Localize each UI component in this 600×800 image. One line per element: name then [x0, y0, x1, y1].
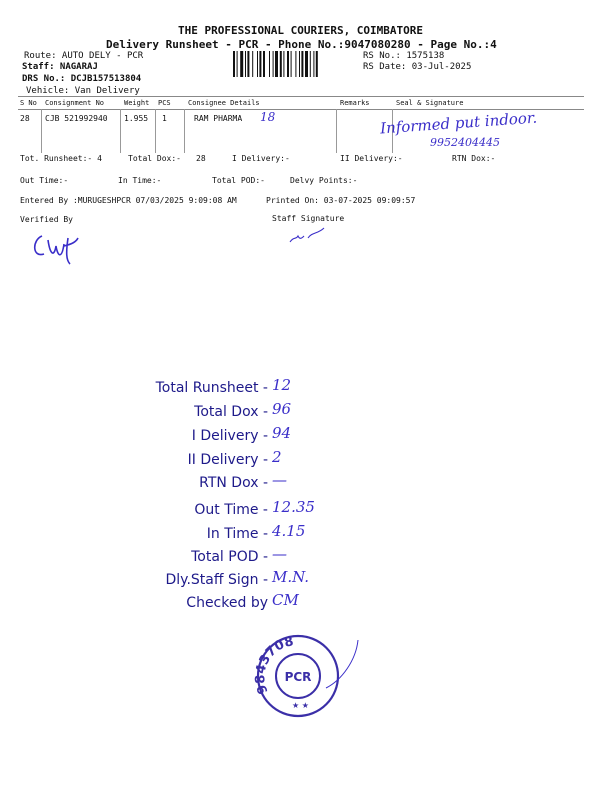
total-dox-value: 28	[196, 154, 206, 163]
summary-value: CM	[272, 591, 299, 609]
summary-value: M.N.	[272, 568, 310, 586]
route-text: Route: AUTO DELY - PCR	[24, 51, 144, 61]
table-top-rule	[18, 96, 584, 97]
summary-label: II Delivery -	[187, 452, 268, 468]
summary-value: —	[272, 545, 287, 563]
col-weight: Weight	[124, 99, 150, 107]
row-signature-phone: 9952404445	[430, 136, 500, 149]
col-sno: S No	[20, 99, 37, 107]
entered-by: Entered By :MURUGESHPCR 07/03/2025 9:09:08 AM	[20, 196, 237, 205]
table-divider	[184, 109, 185, 153]
total-dox-label: Total Dox:-	[128, 154, 181, 163]
row-signature-text: Informed put indoor.	[379, 108, 538, 138]
rs-date: RS Date: 03-Jul-2025	[363, 62, 472, 72]
row-consignment: CJB 521992940	[45, 114, 108, 123]
stamp-number: 9843708	[253, 634, 295, 696]
summary-label: Total Dox -	[194, 404, 268, 420]
col-pcs: PCS	[158, 99, 171, 107]
barcode-icon	[233, 51, 353, 79]
in-time-label: In Time:-	[118, 176, 162, 185]
col-seal: Seal & Signature	[396, 99, 464, 107]
table-divider	[41, 109, 42, 153]
row-sno: 28	[20, 114, 30, 123]
table-divider	[336, 109, 337, 153]
pcr-stamp-icon	[252, 630, 362, 730]
col-consignee: Consignee Details	[188, 99, 260, 107]
rtn-dox-label: RTN Dox:-	[452, 154, 496, 163]
summary-label: In Time -	[206, 526, 268, 542]
svg-text:★ ★: ★ ★	[292, 701, 309, 710]
summary-value: 94	[272, 424, 292, 442]
table-divider	[155, 109, 156, 153]
row-consignee: RAM PHARMA	[194, 114, 243, 123]
summary-label: Out Time -	[194, 502, 268, 518]
verified-signature-icon	[30, 228, 90, 268]
staff-signature-icon	[288, 222, 348, 246]
col-consignment: Consignment No	[45, 99, 105, 107]
stamp-center: PCR	[284, 670, 312, 684]
runsheet-subtitle: Delivery Runsheet - PCR - Phone No.:9047080280 - Page No.:4	[106, 38, 497, 51]
printed-on: Printed On: 03-07-2025 09:09:57	[266, 196, 416, 205]
table-header-rule	[18, 109, 584, 110]
summary-value: 2	[272, 448, 282, 466]
col-remarks: Remarks	[340, 99, 370, 107]
summary-label: Total POD -	[191, 549, 268, 565]
i-delivery-label: I Delivery:-	[232, 154, 290, 163]
total-pod-label: Total POD:-	[212, 176, 265, 185]
drs-text: DRS No.: DCJB157513804	[22, 74, 142, 84]
vehicle-text: Vehicle: Van Delivery	[26, 86, 140, 96]
delvy-points-label: Delvy Points:-	[290, 176, 358, 185]
row-consignee-note: 18	[260, 110, 276, 124]
staff-text: Staff: NAGARAJ	[22, 62, 98, 72]
summary-value: —	[272, 471, 287, 489]
table-divider	[120, 109, 121, 153]
staff-signature-label: Staff Signature	[272, 214, 345, 223]
company-name: THE PROFESSIONAL COURIERS, COIMBATORE	[178, 24, 424, 37]
rs-number: RS No.: 1575138	[363, 51, 445, 61]
summary-label: Checked by	[186, 595, 268, 611]
summary-value: 12.35	[272, 498, 315, 516]
summary-value: 4.15	[272, 522, 306, 540]
summary-label: I Delivery -	[191, 428, 268, 444]
tot-runsheet: Tot. Runsheet:- 4	[20, 154, 102, 163]
summary-label: Total Runsheet -	[155, 380, 268, 396]
summary-label: RTN Dox -	[199, 475, 268, 491]
svg-text:9843708	[253, 634, 295, 696]
summary-label: Dly.Staff Sign -	[165, 572, 268, 588]
row-weight: 1.955	[124, 114, 149, 123]
verified-by-label: Verified By	[20, 215, 73, 224]
summary-value: 96	[272, 400, 292, 418]
summary-value: 12	[272, 376, 292, 394]
out-time-label: Out Time:-	[20, 176, 69, 185]
row-pcs: 1	[162, 114, 167, 123]
ii-delivery-label: II Delivery:-	[340, 154, 403, 163]
